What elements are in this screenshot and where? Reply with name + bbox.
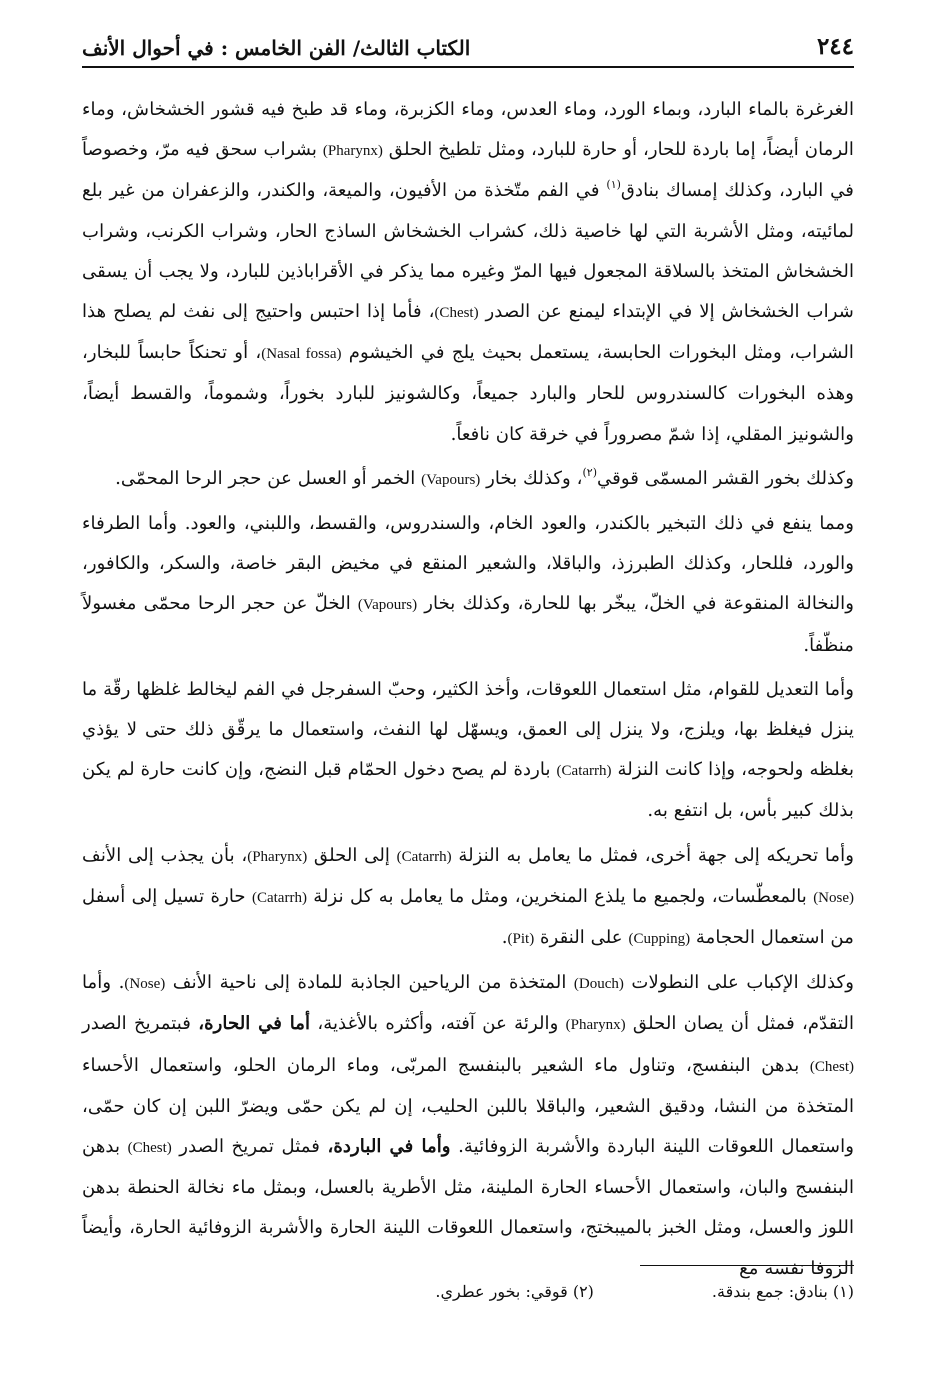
running-header [82,20,854,68]
text-run: المتخذة من الرياحين الجاذبة للمادة إلى ناحية الأنف [165,972,574,994]
latin-term: (Nose) [813,889,855,906]
text-run: حارة تسيل إلى أسفل من استعمال الحجامة [82,885,854,949]
footnote-marker: (١) [606,178,621,192]
text-run: ، بأن يجذب إلى الأنف [82,844,248,866]
document-page [82,20,854,1293]
latin-term: (Pharynx) [565,1017,626,1034]
text-run: بالمعطّسات، ولجميع ما يلذع المنخرين، ومثل ما يعامل به كل نزلة [306,885,814,907]
latin-term: (Chest) [809,1058,854,1075]
footnote-2: (٢) قوقي: بخور عطري. [435,1282,594,1301]
latin-term: (Chest) [127,1140,172,1157]
text-run: وأما تحريكه إلى جهة أخرى، فمثل ما يعامل به النزلة [451,844,854,866]
paragraph [82,459,854,500]
text-run: ، أو تحنكاً حابساً للبخار، وهذه البخورات كالسندروس للحار والبارد جميعاً، وكالشونيز للبارد بخوراً، وشموماً، والقسط أيضاً، والشونيز المقلي، إذا شمّ مصروراً في خرقة كان نافعاً. [82,342,854,445]
text-run: ومما ينفع في ذلك التبخير بالكندر، والعود الخام، والسندروس، والقسط، واللبني، والعود. وأما الطرفاء والورد، فللحار، وكذلك الطبرزذ، والباقلا، والشعير المنقع في مخيض البقر خاصة، والسكر، والكافور، والنخالة المنقوعة في الخلّ، يبخّر بها للحارة، وكذلك بخار [82,513,854,615]
footnote-1: (١) بنادق: جمع بندقة. [711,1282,854,1301]
latin-term: (Pharynx) [247,848,308,865]
text-run: بدهن البنفسج والبان، واستعمال الأحساء الحارة الملينة، مثل الأطرية بالعسل، وبمثل ماء نخالة الحنطة بدهن اللوز والعسل، ومثل الخبز بالميبختج، واستعمال اللعوقات اللينة الحارة والأشربة الزوفائية الحارة، وأيضاً الزوفا نفسه مع [82,1136,854,1279]
latin-term: (Pit) [507,931,535,948]
paragraph [82,963,854,1289]
paragraph [82,504,854,666]
text-run: في الفم متّخذة من الأفيون، والميعة، والكندر، والزعفران من غير بلع لمائيته، ومثل الأشربة التي لها خاصية ذلك، كشراب الخشخاش الساذج الحار، وشراب الكرنب، وشراب الخشخاش المتخذ بالسلاقة المجعول فيها المرّ وغيره مما يذكر في الأقراباذين للبارد، ولا يجب أن يسقى شراب الخشخاش إلا في الإبتداء ليمنع عن الصدر [82,180,854,323]
text-run: . وأما التقدّم، فمثل أن يصان الحلق [82,972,855,1035]
text-run: على النقرة [534,927,629,949]
footnotes [82,1278,854,1306]
text-run: والرئة عن آفته، وأكثره بالأغذية، [310,1013,566,1035]
text-run: الخمر أو العسل عن حجر الرحا المحمّى. [115,467,422,489]
bold-run: أما في الحارة، [198,1013,311,1035]
text-run: ، فأما إذا احتبس واحتيج إلى نفث لم يصلح هذا الشراب، ومثل البخورات الحابسة، يستعمل بحيث يلج في الخيشوم [82,301,854,364]
text-run: باردة لم يصح دخول الحمّام قبل النضج، وإن كانت حارة لم يكن بذلك كبير بأس، بل انتفع به. [82,759,854,822]
paragraph [82,670,854,832]
latin-term: (Nasal fossa) [261,346,342,363]
latin-term: (Nose) [124,976,166,993]
bold-run: وأما في الباردة، [327,1136,451,1158]
latin-term: (Catarrh) [556,763,612,780]
header-title: الكتاب الثالث/ الفن الخامس : في أحوال الأنف [82,36,471,60]
text-run: . [501,927,508,949]
text-run: بشراب سحق فيه مرّ، وخصوصاً في البارد، وكذلك إمساك بنادق [82,139,854,202]
latin-term: (Catarrh) [251,889,307,906]
text-run: وأما التعديل للقوام، مثل استعمال اللعوقات، وأخذ الكثير، وحبّ السفرجل في الفم ليخالط غلظها رقّة ما ينزل فيغلظ بها، ويلزج، ولا ينزل إلى العمق، ويسهّل لها النفث، واستعمال ما يرقّق ذلك حتى لا يؤذي بغلظه ولحوجه، وإذا كانت النزلة [82,678,855,781]
paragraph [82,836,854,960]
text-run: فبتمريخ الصدر [82,1013,199,1035]
footnote-rule [640,1265,854,1266]
latin-term: (Vapours) [357,597,418,614]
text-run: فمثل تمريخ الصدر [171,1136,328,1158]
page-number: ٢٤٤ [816,33,854,60]
body-text [82,90,854,1289]
text-run: وكذلك بخور القشر المسمّى قوقي [597,467,854,489]
paragraph [82,90,854,455]
text-run: إلى الحلق [307,844,397,866]
latin-term: (Pharynx) [322,143,383,160]
text-run: الغرغرة بالماء البارد، وبماء الورد، وماء العدس، وماء الكزبرة، وماء قد طبخ فيه قشور الخشخاش، وماء الرمان أيضاً، إما باردة للحار، أو حارة للبارد، ومثل تلطيخ الحلق [82,99,854,161]
latin-term: (Chest) [434,305,479,322]
latin-term: (Catarrh) [396,848,452,865]
text-run: ، وكذلك بخار [480,467,583,489]
text-run: وكذلك الإكباب على النطولات [623,972,854,994]
footnote-marker: (٢) [582,465,598,479]
text-run: الخلّ عن حجر الرحا محمّى مغسولاً منظّفاً. [82,593,854,656]
latin-term: (Vapours) [421,471,481,488]
text-run: بدهن البنفسج، وتناول ماء الشعير بالبنفسج المربّى، وماء الرمان الحلو، واستعمال الأحساء المتخذة من النشا، ودقيق الشعير، والباقلا باللبن الحليب، إن لم يكن حمّى ويضرّ اللبن إن كان حمّى، واستعمال اللعوقات اللينة الباردة والأشربة الزوفائية. [82,1054,855,1158]
latin-term: (Cupping) [628,931,691,948]
latin-term: (Douch) [573,976,624,993]
